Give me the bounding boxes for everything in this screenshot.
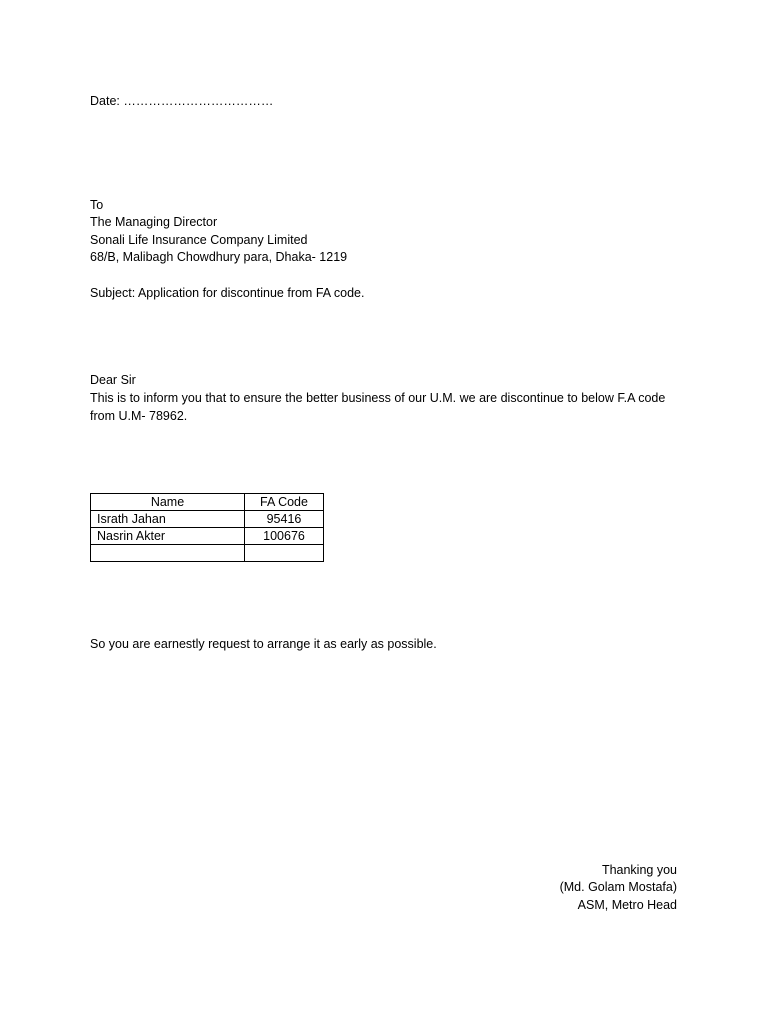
table-row: [91, 545, 324, 562]
recipient-to: To: [90, 198, 104, 212]
table-row: [91, 528, 324, 545]
recipient-title: The Managing Director: [90, 215, 218, 230]
signature-name: (Md. Golam Mostafa): [559, 880, 677, 895]
signature-thanks: Thanking you: [601, 863, 677, 877]
signature-designation: ASM, Metro Head: [577, 897, 677, 912]
signature-block: [560, 862, 677, 914]
table-cell-fa-code: [245, 545, 324, 562]
closing-request: So you are earnestly request to arrange it as early as possible.: [90, 637, 437, 651]
subject-line: Subject: Application for discontinue from FA code.: [90, 286, 365, 300]
table-cell-fa-code: 95416: [245, 511, 324, 528]
table-cell-name: Nasrin Akter: [91, 528, 245, 545]
table-cell-fa-code: 100676: [245, 528, 324, 545]
body-paragraph: This is to inform you that to ensure the better business of our U.M. we are discontinue to below F.A code from U.M- 78962.: [90, 391, 666, 423]
letter-body: [90, 371, 670, 425]
header-fa-code: FA Code: [245, 494, 324, 511]
table-row: [91, 511, 324, 528]
fa-code-table: [90, 493, 324, 562]
table-cell-name: Israth Jahan: [91, 511, 245, 528]
date-line: Date: ………………………………: [90, 94, 274, 108]
table-header-row: [91, 494, 324, 511]
recipient-block: [90, 197, 347, 266]
salutation: Dear Sir: [90, 373, 136, 387]
recipient-company: Sonali Life Insurance Company Limited: [90, 232, 308, 247]
table-cell-name: [91, 545, 245, 562]
header-name: Name: [91, 494, 245, 511]
recipient-address: 68/B, Malibagh Chowdhury para, Dhaka- 1219: [90, 249, 348, 264]
